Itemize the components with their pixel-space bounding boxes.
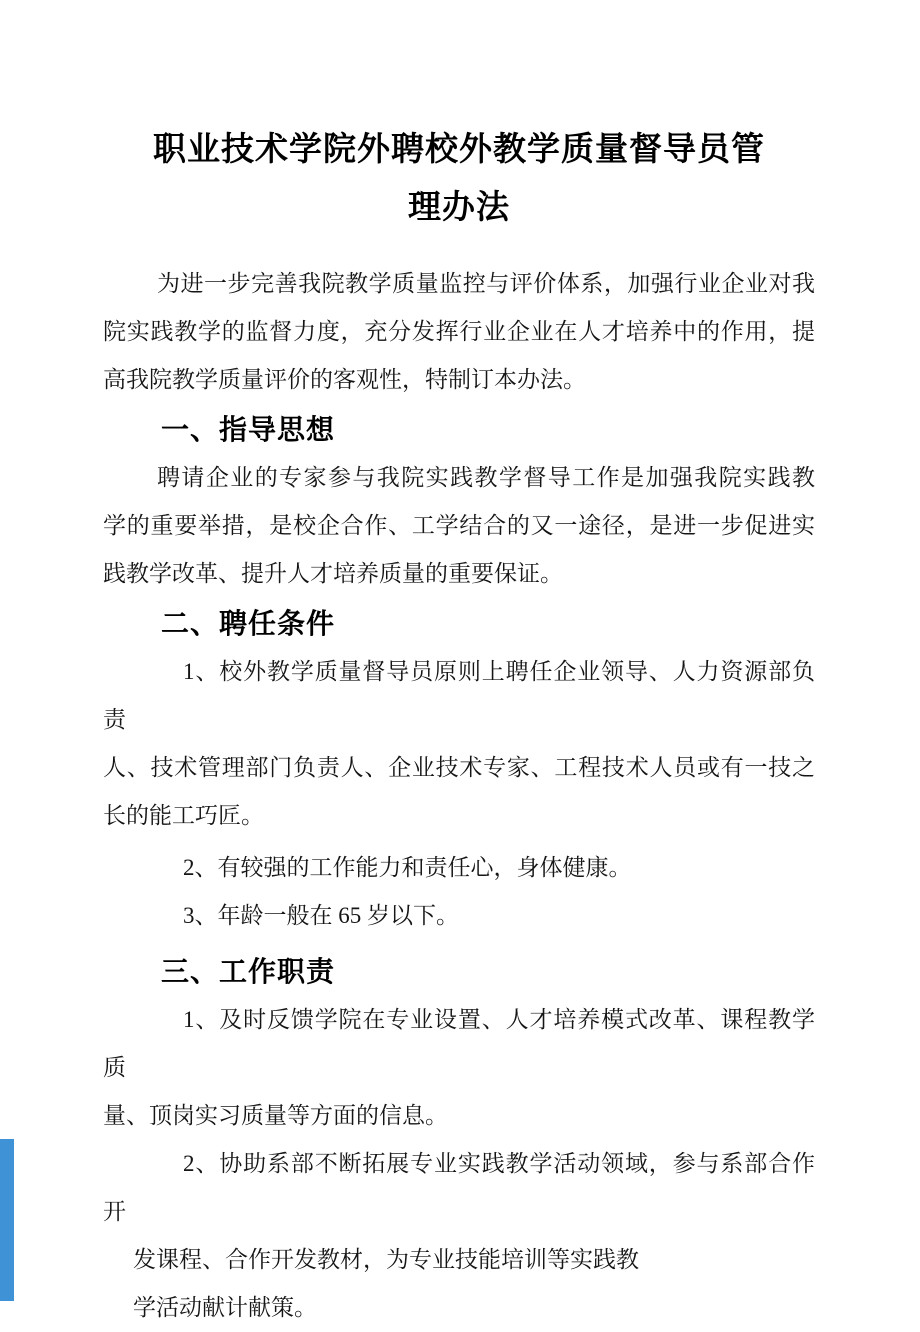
paragraph-line: 学活动献计献策。 xyxy=(133,1295,317,1320)
numbered-item-line: 2、有较强的工作能力和责任心，身体健康。 xyxy=(183,855,632,880)
paragraph-line: 院实践教学的监督力度，充分发挥行业企业在人才培养中的作用，提 xyxy=(103,319,815,344)
paragraph-line: 人、技术管理部门负责人、企业技术专家、工程技术人员或有一技之 xyxy=(103,755,815,780)
paragraph-line: 学的重要举措，是校企合作、工学结合的又一途径，是进一步促进实 xyxy=(103,513,815,538)
section-heading-2: 二、聘任条件 xyxy=(161,608,336,639)
numbered-item-line: 2、协助系部不断拓展专业实践教学活动领域，参与系部合作开 xyxy=(103,1151,815,1224)
title-line-2: 理办法 xyxy=(408,188,510,225)
paragraph-line: 发课程、合作开发教材，为专业技能培训等实践教 xyxy=(133,1247,639,1272)
paragraph-line: 长的能工巧匠。 xyxy=(103,803,264,828)
title-line-1: 职业技术学院外聘校外教学质量督导员管 xyxy=(153,130,765,167)
section-heading-1: 一、指导思想 xyxy=(161,414,336,445)
paragraph-line: 为进一步完善我院教学质量监控与评价体系，加强行业企业对我 xyxy=(157,271,815,296)
scrollbar-fragment[interactable] xyxy=(0,1139,14,1301)
section-heading-3: 三、工作职责 xyxy=(161,956,336,987)
paragraph-line: 高我院教学质量评价的客观性，特制订本办法。 xyxy=(103,367,586,392)
numbered-item-line: 3、年龄一般在 65 岁以下。 xyxy=(183,903,459,928)
paragraph-line: 聘请企业的专家参与我院实践教学督导工作是加强我院实践教 xyxy=(157,465,815,490)
numbered-item-line: 1、及时反馈学院在专业设置、人才培养模式改革、课程教学质 xyxy=(103,1007,815,1080)
numbered-item-line: 1、校外教学质量督导员原则上聘任企业领导、人力资源部负责 xyxy=(103,659,815,732)
document-body xyxy=(103,260,815,1332)
page-title xyxy=(103,120,815,236)
paragraph-line: 量、顶岗实习质量等方面的信息。 xyxy=(103,1103,448,1128)
paragraph-line: 践教学改革、提升人才培养质量的重要保证。 xyxy=(103,561,563,586)
document-content xyxy=(103,120,815,1332)
